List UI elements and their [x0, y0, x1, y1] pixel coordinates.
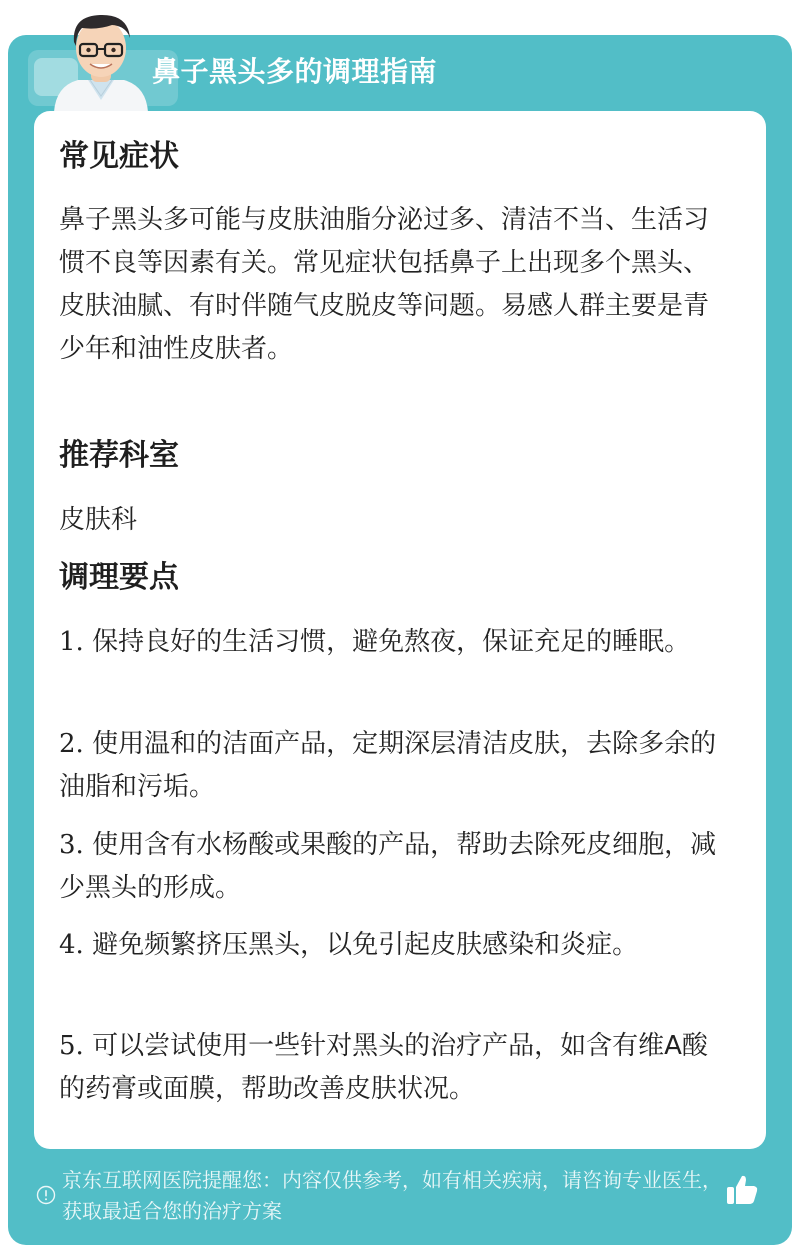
care-item-text: 保持良好的生活习惯，避免熬夜，保证充足的睡眠。: [92, 627, 691, 657]
info-icon: [36, 1185, 56, 1205]
department-text: 皮肤科: [59, 505, 138, 535]
care-item-number: 4.: [59, 930, 84, 960]
care-item-4: [59, 924, 727, 967]
care-item-number: 3.: [59, 830, 84, 860]
care-item-number: 5.: [59, 1031, 84, 1061]
care-item-5: [59, 1025, 727, 1111]
disclaimer-text: 京东互联网医院提醒您：内容仅供参考，如有相关疾病，请咨询专业医生，获取最适合您的治疗方案: [62, 1168, 722, 1223]
department-heading: 推荐科室: [59, 438, 179, 473]
care-heading: 调理要点: [59, 560, 179, 595]
care-item-text: 使用温和的洁面产品，定期深层清洁皮肤，去除多余的油脂和污垢。: [59, 729, 717, 802]
care-item-2: [59, 723, 727, 809]
care-item-text: 可以尝试使用一些针对黑头的治疗产品，如含有维A酸的药膏或面膜，帮助改善皮肤状况。: [59, 1031, 708, 1104]
symptoms-text: 鼻子黑头多可能与皮肤油脂分泌过多、清洁不当、生活习惯不良等因素有关。常见症状包括鼻子上出现多个黑头、皮肤油腻、有时伴随气皮脱皮等问题。易感人群主要是青少年和油性皮肤者。: [59, 205, 710, 364]
page-title: 鼻子黑头多的调理指南: [152, 55, 438, 88]
care-item-number: 1.: [59, 627, 84, 657]
care-item-text: 使用含有水杨酸或果酸的产品，帮助去除死皮细胞，减少黑头的形成。: [59, 830, 717, 903]
thumbs-up-icon[interactable]: [724, 1172, 760, 1208]
symptoms-heading: 常见症状: [59, 139, 179, 174]
care-item-text: 避免频繁挤压黑头，以免引起皮肤感染和炎症。: [92, 930, 639, 960]
care-item-1: [59, 621, 727, 664]
doctor-avatar: [46, 8, 156, 112]
care-item-3: [59, 824, 727, 910]
care-item-number: 2.: [59, 729, 84, 759]
